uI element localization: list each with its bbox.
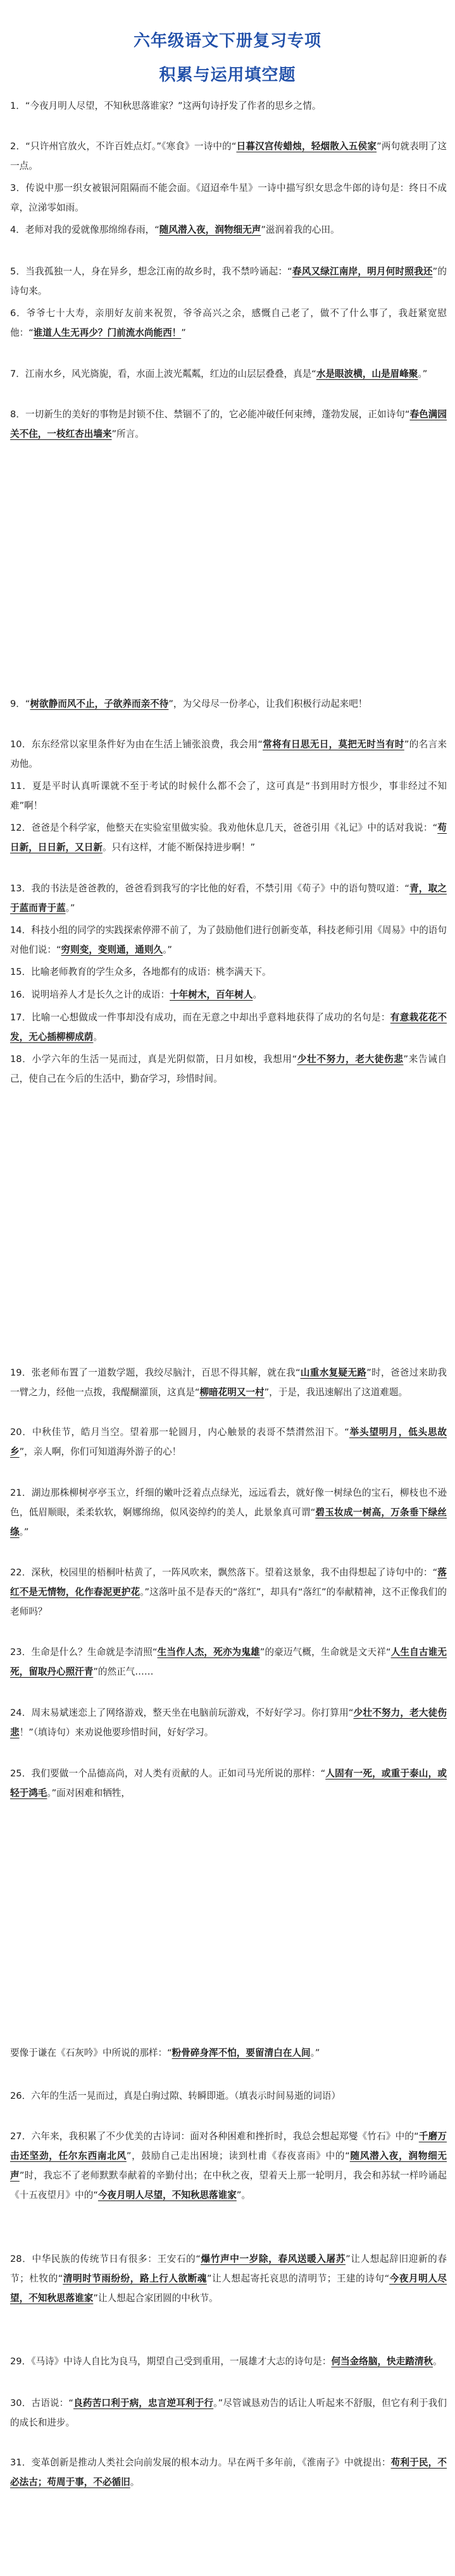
answer-text: 今夜月明人尽望，不知秋思落谁家 xyxy=(10,2273,447,2304)
question-text: 5．当我孤独一人，身在异乡，想念江南的故乡时，我不禁吟诵起：“ xyxy=(10,266,292,277)
question-text: ”，于是，我迅速解出了这道难题。 xyxy=(264,1387,408,1398)
question-17 xyxy=(10,1008,447,1047)
question-text: 2．“只许州官放火，不许百姓点灯。”《寒食》一诗中的“ xyxy=(10,141,237,152)
question-text: 14．科技小组的同学的实践探索停滞不前了，为了鼓励他们进行创新变革，科技老师引用《周易》中的语句对他们说：“ xyxy=(10,925,447,955)
question-31 xyxy=(10,2453,447,2492)
question-text: ”让人想起辞旧迎新的春节；杜牧的“ xyxy=(10,2254,447,2284)
answer-text: 有意栽花花不发，无心插柳柳成荫 xyxy=(10,1012,447,1042)
question-text: ”的然正气…… xyxy=(93,1666,154,1677)
answer-text: 爆竹声中一岁除，春风送暖入屠苏 xyxy=(200,2254,346,2264)
page-title: 六年级语文下册复习专项 xyxy=(133,32,321,51)
question-24 xyxy=(10,1703,447,1742)
question-text: 31．变革创新是推动人类社会向前发展的根本动力。早在两千多年前，《淮南子》中就提出： xyxy=(10,2457,391,2468)
answer-text: 清明时节雨纷纷，路上行人欲断魂 xyxy=(63,2273,207,2284)
question-9 xyxy=(10,694,447,714)
question-26 xyxy=(10,2086,447,2106)
question-13 xyxy=(10,879,447,918)
question-text: 。 xyxy=(93,1032,103,1042)
question-text: 。 xyxy=(433,2356,442,2367)
page-subtitle: 积累与运用填空题 xyxy=(159,66,296,85)
answer-text: 春风又绿江南岸，明月何时照我还 xyxy=(292,266,433,277)
question-text: ”让人想起合家团圆的中秋节。 xyxy=(93,2293,218,2304)
answer-text: 山重水复疑无路 xyxy=(300,1367,367,1378)
question-19 xyxy=(10,1363,447,1402)
question-6 xyxy=(10,303,447,343)
question-2 xyxy=(10,137,447,176)
question-22 xyxy=(10,1563,447,1621)
question-text: 29．《马诗》中诗人自比为良马，期望自己受到重用，一展雄才大志的诗句是： xyxy=(10,2356,332,2367)
question-text: ”的豪迈气概，生命就是文天祥“ xyxy=(259,1647,391,1657)
question-text: 1．“今夜月明人尽望，不知秋思落谁家？”这两句诗抒发了作者的思乡之情。 xyxy=(10,101,321,111)
question-28 xyxy=(10,2249,447,2308)
answer-text: 随风潜入夜，润物细无声 xyxy=(10,2151,447,2181)
question-15 xyxy=(10,962,447,982)
answer-text: 常将有日思无日，莫把无时当有时 xyxy=(262,739,404,750)
answer-text: 日暮汉宫传蜡烛，轻烟散入五侯家 xyxy=(236,141,377,152)
question-text: 4．老师对我的爱就像那绵绵春雨，“ xyxy=(10,224,159,235)
question-text: 8．一切新生的美好的事物是封锁不住、禁锢不了的，它必能冲破任何束缚，蓬勃发展，正如诗句“ xyxy=(10,409,410,420)
question-text: 25．我们要做一个品德高尚，对人类有贡献的人。正如司马光所说的那样：“ xyxy=(10,1768,326,1779)
question-text: ”时，我忘不了老师默默奉献着的辛勤付出；在中秋之夜，望着天上那一轮明月，我会和苏轼一样吟诵起《十五夜望月》中的“ xyxy=(10,2170,447,2201)
answer-text: 树欲静而风不止，子欲养而亲不待 xyxy=(30,699,169,709)
question-text: 23．生命是什么？生命就是李清照“ xyxy=(10,1647,158,1657)
answer-text: 何当金络脑，快走踏清秋 xyxy=(331,2356,433,2367)
question-1 xyxy=(10,96,447,116)
question-text: ”时，爸爸过来助我一臂之力，经他一点拨，我醍醐灌顶，这真是“ xyxy=(10,1367,447,1398)
question-20 xyxy=(10,1422,447,1462)
question-16 xyxy=(10,985,447,1004)
answer-text: 人生自古谁无死，留取丹心照汗青 xyxy=(10,1647,447,1677)
question-text: 。” xyxy=(163,944,172,955)
question-text: 。” xyxy=(65,903,75,913)
question-10 xyxy=(10,735,447,774)
question-4 xyxy=(10,220,447,240)
question-8 xyxy=(10,405,447,444)
question-text: 15．比喻老师教育的学生众多，各地都有的成语：桃李满天下。 xyxy=(10,967,271,977)
question-text: 19．张老师布置了一道数学题，我绞尽脑汁，百思不得其解，就在我“ xyxy=(10,1367,301,1378)
answer-text: 举头望明月，低头思故乡 xyxy=(10,1427,447,1457)
question-25-continued xyxy=(10,2043,447,2063)
answer-text: 青，取之于蓝而青于蓝 xyxy=(10,883,447,913)
question-text: ”，鼓励自己走出困境；读到杜甫《春夜喜雨》中的“ xyxy=(126,2151,350,2161)
question-text: 16．说明培养人才是长久之计的成语： xyxy=(10,989,170,1000)
question-text: 。” xyxy=(19,1527,29,1537)
question-text: ” xyxy=(181,327,186,338)
question-text: 。” xyxy=(418,369,428,379)
answer-text: 柳暗花明又一村 xyxy=(199,1387,265,1398)
question-text: 22．深秋，校园里的梧桐叶枯黄了，一阵风吹来，飘然落下。望着这景象，我不由得想起了诗句中的：“ xyxy=(10,1567,438,1578)
answer-text: 生当作人杰，死亦为鬼雄 xyxy=(157,1647,260,1657)
question-text: 。”这落叶虽不是春天的“落红”，却具有“落红”的奉献精神，这不正像我们的老师吗？ xyxy=(10,1587,447,1617)
question-text: ”滋润着我的心田。 xyxy=(261,224,340,235)
question-23 xyxy=(10,1642,447,1682)
question-27 xyxy=(10,2127,447,2205)
question-text: ”来告诫自己，使自己在今后的生活中，勤奋学习，珍惜时间。 xyxy=(10,1054,447,1084)
question-text: 20．中秋佳节，皓月当空。望着那一轮圆月，内心触景的表哥不禁潸然泪下。“ xyxy=(10,1427,349,1438)
question-30 xyxy=(10,2393,447,2433)
question-12 xyxy=(10,818,447,857)
question-text: 11．夏是平时认真听课就不至于考试的时候什么都不会了，这可真是“书到用时方恨少，事非经过不知难”啊！ xyxy=(10,781,447,811)
question-text: 。” xyxy=(310,2048,320,2058)
question-text: 17．比喻一心想做成一件事却没有成功，而在无意之中却出乎意料地获得了成功的名句是： xyxy=(10,1012,390,1023)
answer-text: 苟日新，日日新，又日新 xyxy=(10,822,447,853)
answer-text: 落红不是无情物，化作春泥更护花 xyxy=(10,1567,447,1597)
question-text: 。只有这样，才能不断保持进步啊！” xyxy=(102,842,256,853)
question-11 xyxy=(10,776,447,815)
answer-text: 碧玉妆成一树高，万条垂下绿丝绦 xyxy=(10,1507,447,1537)
question-text: ！”（填诗句）来劝说他要珍惜时间，好好学习。 xyxy=(19,1727,214,1738)
answer-text: 少壮不努力，老大徒伤悲 xyxy=(10,1707,447,1738)
answer-text: 粉骨碎身浑不怕，要留清白在人间 xyxy=(171,2048,311,2058)
question-text: 27．六年来，我积累了不少优美的古诗词：面对各种困难和挫折时，我总会想起郑燮《竹石》中的“ xyxy=(10,2131,419,2142)
question-21 xyxy=(10,1483,447,1542)
question-text: 。 xyxy=(252,989,263,1000)
answer-text: 今夜月明人尽望，不知秋思落谁家 xyxy=(97,2190,237,2201)
answer-text: 春色满园关不住，一枝红杏出墙来 xyxy=(10,409,447,439)
answer-text: 人固有一死，或重于泰山，或轻于鸿毛 xyxy=(10,1768,447,1798)
question-text: ”，为父母尽一份孝心，让我们积极行动起来吧！ xyxy=(168,699,368,709)
question-text: 21．湖边那株柳树亭亭玉立，纤细的嫩叶泛着点点绿光，远远看去，就好像一树绿色的宝石，柳枝也不逊色，低眉顺眼，柔柔软软，婀娜绵绵，似风姿绰约的美人，此景象真可谓“ xyxy=(10,1487,447,1518)
question-text: 10．东东经常以家里条件好为由在生活上铺张浪费，我会用“ xyxy=(10,739,263,750)
question-text: 12．爸爸是个科学家，他整天在实验室里做实验。我劝他休息几天，爸爸引用《礼记》中的话对我说：“ xyxy=(10,822,438,833)
answer-text: 少壮不努力，老大徒伤悲 xyxy=(297,1054,404,1065)
question-text: 30．古语说：“ xyxy=(10,2398,73,2408)
question-text: 。”尽管诚恳劝告的话让人听起来不舒服，但它有利于我们的成长和进步。 xyxy=(10,2398,447,2428)
question-text: 13．我的书法是爸爸教的，爸爸看到我写的字比他的好看，不禁引用《荀子》中的语句赞叹道：“ xyxy=(10,883,409,894)
question-text: 7．江南水乡，风光旖旎，看，水面上波光粼粼，红边的山层层叠叠，真是“ xyxy=(10,369,316,379)
question-25 xyxy=(10,1764,447,1803)
question-text: ”让人想起寄托哀思的清明节；王建的诗句“ xyxy=(206,2273,390,2284)
answer-text: 谁道人生无再少？门前流水尚能西！ xyxy=(33,327,182,338)
question-text: ”，亲人啊，你们可知道海外游子的心！ xyxy=(19,1446,182,1457)
question-text: 28．中华民族的传统节日有很多：王安石的“ xyxy=(10,2254,201,2264)
question-text: 3．传说中那一织女被银河阻隔而不能会面。《迢迢牵牛星》一诗中描写织女思念牛郎的诗句是：终日不成章，泣涕零如雨。 xyxy=(10,183,447,213)
question-5 xyxy=(10,262,447,301)
question-text: ”的诗句来。 xyxy=(10,266,447,296)
question-text: ”两句就表明了这一点。 xyxy=(10,141,447,171)
question-text: ”。 xyxy=(236,2190,251,2201)
question-text: ”所言。 xyxy=(111,429,144,439)
question-text: 26．六年的生活一晃而过，真是白驹过隙、转瞬即逝。（填表示时间易逝的词语） xyxy=(10,2091,341,2101)
question-text: 。 xyxy=(130,2477,140,2487)
answer-text: 良药苦口利于病，忠言逆耳利于行 xyxy=(73,2398,214,2408)
question-text: 9．“ xyxy=(10,699,30,709)
question-3 xyxy=(10,178,447,217)
question-14 xyxy=(10,920,447,960)
question-text: 18．小学六年的生活一晃而过，真是光阴似箭，日月如梭，我想用“ xyxy=(10,1054,297,1065)
question-18 xyxy=(10,1049,447,1089)
answer-text: 水是眼波横，山是眉峰聚 xyxy=(316,369,418,379)
question-text: 要像于谦在《石灰吟》中所说的那样：“ xyxy=(10,2048,172,2058)
answer-text: 十年树木，百年树人 xyxy=(170,989,253,1000)
question-text: 24．周末易斌迷恋上了网络游戏，整天坐在电脑前玩游戏，不好好学习。你打算用“ xyxy=(10,1707,354,1718)
question-text: 。”面对困难和牺牲， xyxy=(47,1788,130,1798)
answer-text: 苟利于民，不必法古；苟周于事，不必循旧 xyxy=(10,2457,447,2487)
answer-text: 穷则变，变则通，通则久 xyxy=(61,944,163,955)
answer-text: 随风潜入夜，润物细无声 xyxy=(159,224,261,235)
question-29 xyxy=(10,2352,447,2371)
question-7 xyxy=(10,364,447,384)
question-text: ”的名言来劝他。 xyxy=(10,739,447,769)
question-text: 6．爷爷七十大寿，亲朋好友前来祝贺，爷爷高兴之余，感慨自己老了，做不了什么事了，我赶紧宽慰他：“ xyxy=(10,308,447,338)
answer-text: 千磨万击还坚劲，任尔东西南北风 xyxy=(10,2131,447,2161)
